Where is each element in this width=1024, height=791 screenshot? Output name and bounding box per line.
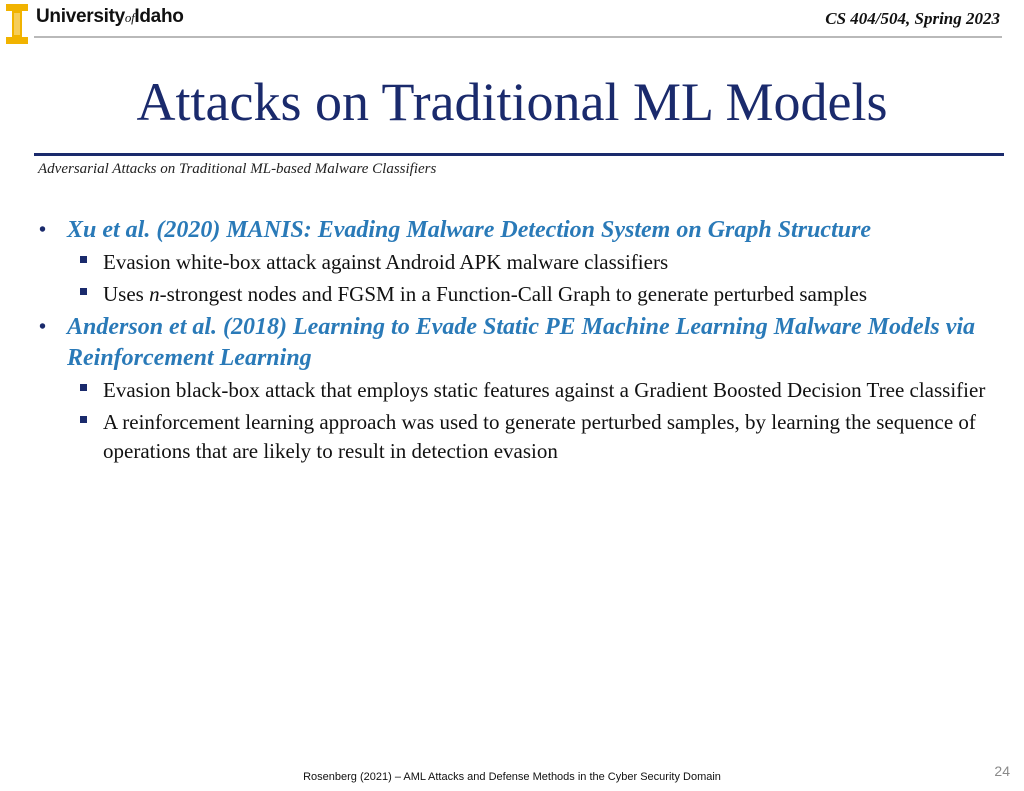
sub-bullet-text-start: Uses bbox=[103, 282, 150, 306]
square-bullet-icon bbox=[80, 416, 87, 423]
italic-n: n bbox=[149, 282, 160, 306]
bullet-dot-icon: • bbox=[39, 316, 47, 338]
university-logo-text: UniversityofIdaho bbox=[36, 6, 184, 27]
sub-bullet bbox=[34, 408, 994, 466]
sub-bullet-text-end: -strongest nodes and FGSM in a Function-Call Graph to generate perturbed samples bbox=[159, 282, 868, 306]
slide-title: Attacks on Traditional ML Models bbox=[136, 72, 888, 132]
square-bullet-icon bbox=[80, 288, 87, 295]
university-logo-icon bbox=[6, 4, 28, 44]
course-label: CS 404/504, Spring 2023 bbox=[825, 9, 1000, 28]
slide-content bbox=[34, 215, 994, 469]
bullet-text: Anderson et al. (2018) Learning to Evade Static PE Machine Learning Malware Models via Reinforcement Learning bbox=[67, 314, 976, 371]
bullet-anderson-2018 bbox=[34, 312, 994, 374]
bullet-xu-2020 bbox=[34, 215, 994, 246]
sub-bullet bbox=[34, 248, 994, 277]
sub-bullet-text: Evasion black-box attack that employs static features against a Gradient Boosted Decision Tree classifier bbox=[103, 378, 986, 402]
sub-bullet-text: Evasion white-box attack against Android APK malware classifiers bbox=[103, 250, 669, 274]
square-bullet-icon bbox=[80, 384, 87, 391]
slide-subtitle: Adversarial Attacks on Traditional ML-based Malware Classifiers bbox=[38, 161, 437, 177]
bullet-dot-icon: • bbox=[39, 219, 47, 241]
square-bullet-icon bbox=[80, 256, 87, 263]
footer-citation: Rosenberg (2021) – AML Attacks and Defense Methods in the Cyber Security Domain bbox=[303, 771, 721, 783]
page-number: 24 bbox=[994, 763, 1010, 779]
sub-bullet-text: A reinforcement learning approach was used to generate perturbed samples, by learning the sequence of operations that are likely to result in detection evasion bbox=[103, 410, 976, 463]
sub-bullet bbox=[34, 280, 994, 309]
title-divider bbox=[34, 153, 1004, 156]
sub-bullet bbox=[34, 376, 994, 405]
bullet-text: Xu et al. (2020) MANIS: Evading Malware Detection System on Graph Structure bbox=[67, 217, 872, 243]
header-divider bbox=[34, 36, 1002, 38]
